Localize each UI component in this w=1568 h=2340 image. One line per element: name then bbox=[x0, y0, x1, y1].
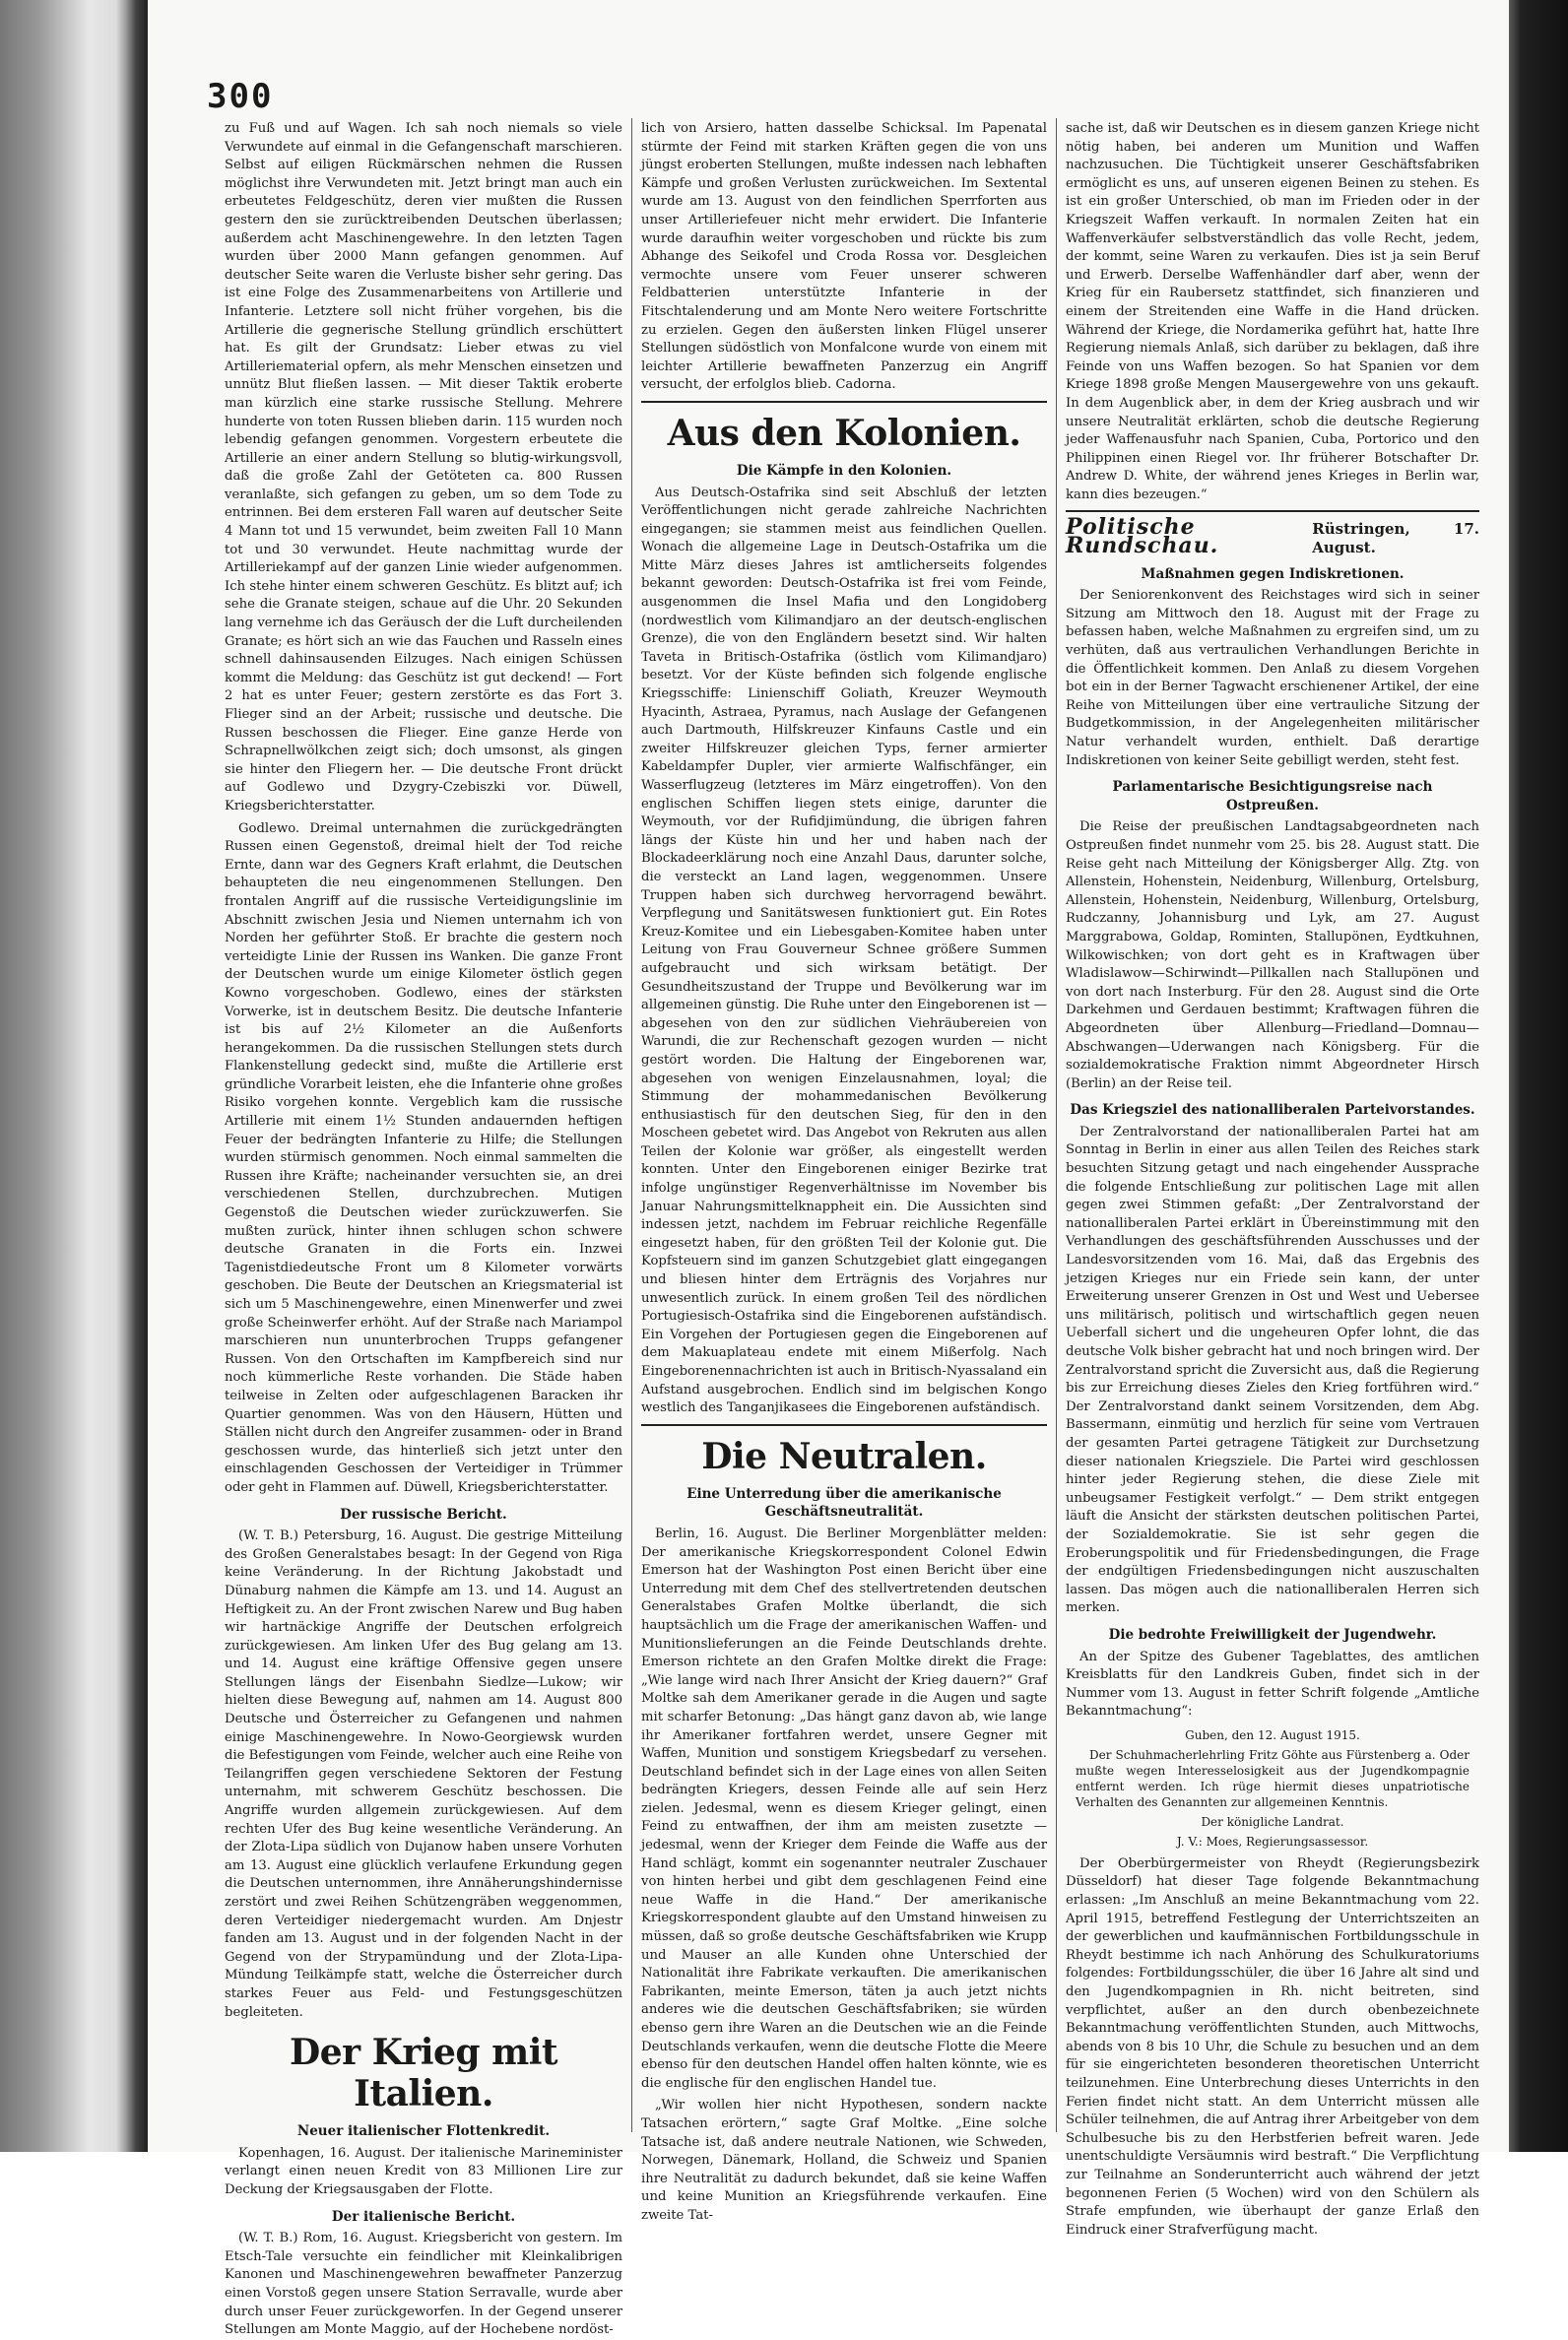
subheading: Die Kämpfe in den Kolonien. bbox=[736, 462, 952, 479]
subheading: Der italienische Bericht. bbox=[331, 2208, 516, 2225]
column-2 bbox=[641, 120, 1047, 2223]
article-paragraph: sache ist, daß wir Deutschen es in diesem ganzen Kriege nicht nötig haben, bei anderen um Munition und Waffen nachzusuchen. Die Tüchtigkeit unserer Geschäftsfabriken ermöglicht es uns, auf unseren eigenen Beinen zu stehen. Es ist ein großer Unterschied, ob man im Frieden oder in der Kriegszeit Waffen verkauft. In normalen Zeiten hat ein Waffenverkäufer selbstverständlich das volle Recht, jedem, der kommt, seine Waren zu verkaufen. Dies ist ja sein Beruf und Erwerb. Derselbe Waffenhändler darf aber, wenn der Krieg für ein Raubersetz stattfindet, sich finanzieren und einem der Streitenden eine Waffe in die Hand drücken. Während der Kriege, die Nordamerika geführt hat, hatte Ihre Regierung niemals Anlaß, sich darüber zu beklagen, daß ihre Feinde von uns Waffen bezogen. So hat Spanien vor dem Kriege 1898 große Mengen Mausergewehre von uns gekauft. In dem Augenblick aber, in dem der Krieg ausbrach und wir unsere Neutralität erklärten, schob die deutsche Regierung jeder Waffenausfuhr nach Spanien, Cuba, Portorico und den Philippinen einen Riegel vor. Ihr früherer Botschafter Dr. Andrew D. White, der während jenes Krieges in Berlin war, kann dies bezeugen.“ bbox=[1066, 121, 1479, 502]
separator bbox=[641, 1424, 1047, 1426]
notice-body: Der Schuhmacherlehrling Fritz Göhte aus Fürstenberg a. Oder mußte wegen Interesselosigkeit aus der Jugendkompagnie entfernt werden. Ich rüge hiermit dieses unpatriotische Verhalten des Genannten zur allgemeinen Kenntnis. bbox=[1076, 1747, 1470, 1809]
article-paragraph: Kopenhagen, 16. August. Der italienische Marineminister verlangt einen neuen Kredit von 83 Millionen Lire zur Deckung der Kriegsausgaben der Flotte. bbox=[225, 2145, 622, 2197]
column-rule bbox=[631, 118, 632, 2132]
subheading: Eine Unterredung über die amerikanische Geschäftsneutralität. bbox=[686, 1485, 1002, 1521]
subheading: Das Kriegsziel des nationalliberalen Parteivorstandes. bbox=[1070, 1102, 1475, 1119]
article-paragraph: zu Fuß und auf Wagen. Ich sah noch niemals so viele Verwundete auf einmal in die Gefangenschaft marschieren. Selbst auf eiligen Rückmärschen nehmen die Russen möglichst ihre Verwundeten mit. Jetzt bringt man auch ein erbeutetes Feldgeschütz, deren vier mußten die Russen gestern den sie zurücktreibenden Deutschen überlassen; außerdem acht Maschinengewehre. In den letzten Tagen wurden über 2000 Mann gefangen genommen. Auf deutscher Seite waren die Verluste bisher sehr gering. Das ist eine Folge des Zusammenarbeitens von Artillerie und Infanterie. Letztere soll nicht früher vorgehen, bis die Artillerie die gegnerische Stellung gründlich erschüttert hat. Es gilt der Grundsatz: Lieber etwas zu viel Artilleriematerial opfern, als mehr Menschen einsetzen und unnütz Blut fließen lassen. — Mit dieser Taktik eroberte man kürzlich eine starke russische Stellung. Mehrere hunderte von toten Russen blieben darin. 115 wurden noch lebendig gefangen genommen. Vorgestern erbeutete die Artillerie an einer andern Stellung so blutig-wirkungsvoll, daß die große Zahl der Getöteten ca. 800 Russen veranlaßte, sich gefangen zu geben, um so dem Tode zu entrinnen. Bei dem ersteren Fall waren auf deutscher Seite 4 Mann tot und 15 verwundet, beim zweiten Fall 10 Mann tot und 30 verwundet. Heute nachmittag wurde der Artilleriekampf auf der ganzen Linie wieder aufgenommen. Ich stehe hinter einem schweren Geschütz. Es blitzt auf; ich sehe die Granate steigen, schaue auf die Uhr. 20 Sekunden lang vernehme ich das Geräusch der die Luft durcheilenden Granate; es hört sich an wie das Fauchen und Rasseln eines schnell dahinsausenden Eilzuges. Nach einigen Schüssen kommt die Meldung: das Geschütz ist gut deckend! — Fort 2 hat es unter Feuer; gestern zerstörte es das Fort 3. Flieger sind an der Arbeit; russische und deutsche. Die Russen beschossen die Flieger. Eine ganze Herde von Schrapnellwölkchen zeigt sich; doch umsonst, als gingen sie hinter den Fliegern her. — Die deutsche Front drückt auf Godlewo und Dzygry-Czebiszki vor. Düwell, Kriegsberichterstatter. bbox=[225, 121, 622, 813]
official-notice bbox=[1076, 1727, 1470, 1850]
subheading: Die bedrohte Freiwilligkeit der Jugendwehr. bbox=[1108, 1626, 1437, 1643]
column-1 bbox=[225, 120, 622, 2338]
article-paragraph: (W. T. B.) Rom, 16. August. Kriegsbericht von gestern. Im Etsch-Tale versuchte ein feindlicher mit Kleinkalibrigen Kanonen und Maschinengewehren bewaffneter Panzerzug einen Vorstoß gegen unsere Station Serravalle, wurde aber durch unser Feuer zurückgeworfen. In der Gegend unserer Stellungen am Monte Maggio, auf der Hochebene nordöst- bbox=[225, 2231, 622, 2338]
subheading: Maßnahmen gegen Indiskretionen. bbox=[1141, 565, 1405, 582]
page-number: 300 bbox=[207, 77, 274, 116]
article-paragraph: lich von Arsiero, hatten dasselbe Schicksal. Im Papenatal stürmte der Feind mit starken Kräften gegen die von uns jüngst eroberten Stellungen, mußte indessen nach lebhaften Kämpfe und großen Verlusten zurückweichen. Im Sextental wurde am 13. August von den feindlichen Sperrforten aus unser Artilleriefeuer nicht mehr erwidert. Die Infanterie wurde daraufhin weiter vorgeschoben und rückte bis zum Abhange des Seikofel und Croda Rossa vor. Desgleichen vermochte unsere vom Feuer unserer schweren Feldbatterien unterstützte Infanterie in der Fitschtalenderung und am Monte Nero weitere Fortschritte zu erzielen. Gegen den äußersten linken Flügel unserer Stellungen südöstlich von Monfalcone wurde von einem mit leichter Artillerie bewaffneten Panzerzug ein Angriff versucht, der erfolglos blieb. Cadorna. bbox=[641, 121, 1047, 393]
subheading: Der russische Bericht. bbox=[340, 1506, 507, 1523]
subheading: Neuer italienischer Flottenkredit. bbox=[296, 2123, 551, 2140]
rundschau-dateline: Rüstringen, 17. August. bbox=[1312, 520, 1479, 557]
article-paragraph: Der Zentralvorstand der nationalliberalen Partei hat am Sonntag in Berlin in einer aus allen Teilen des Reiches stark besuchten Sitzung getagt und nach eingehender Aussprache die folgende Entschließung zur politischen Lage mit allen gegen zwei Stimmen gefaßt: „Der Zentralvorstand der nationalliberalen Partei erklärt in Übereinstimmung mit den Verhandlungen des geschäftsführenden Ausschusses und der Landesvorsitzenden vom 16. Mai, daß das Ergebnis des jetzigen Krieges nur ein Friede sein kann, der unter Erweiterung unserer Grenzen in Ost und West und Uebersee uns militärisch, politisch und wirtschaftlich gegen neuen Ueberfall sichert und die ungeheuren Opfer lohnt, die das deutsche Volk bisher gebracht hat und noch bringen wird. Der Zentralvorstand spricht die Zuversicht aus, daß die Regierung bis zur Erreichung dieses Zieles den Krieg fortführen wird.“ Der Zentralvorstand dankt seinem Vorsitzenden, dem Abg. Bassermann, einmütig und herzlich für seine vom Vertrauen der gesamten Partei getragene Tätigkeit zur Durchsetzung dieser nationalen Kriegsziele. Die Partei wird geschlossen hinter jeder Regierung stehen, die diese Ziele mit unbeugsamer Festigkeit verfolgt.“ — Dem strikt entgegen läuft die Ansicht der stärksten deutschen politischen Partei, der Sozialdemokratie. Sie ist sehr gegen die Eroberungspolitik und für Friedensbedingungen, die Frage der endgültigen Friedensbedingungen nicht auszuschalten lassen. Das mögen auch die nationalliberalen Herren sich merken. bbox=[1066, 1124, 1479, 1616]
section-heading-italien: Der Krieg mit Italien. bbox=[289, 2032, 558, 2115]
article-paragraph: An der Spitze des Gubener Tageblattes, des amtlichen Kreisblatts für den Landkreis Guben, findet sich in der Nummer vom 13. August in fetter Schrift folgende „Amtliche Bekanntmachung“: bbox=[1066, 1649, 1479, 1720]
rundschau-title: Politische Rundschau. bbox=[1066, 514, 1219, 559]
separator bbox=[641, 401, 1047, 403]
section-heading-neutralen: Die Neutralen. bbox=[701, 1435, 987, 1477]
article-paragraph: (W. T. B.) Petersburg, 16. August. Die gestrige Mitteilung des Großen Generalstabes besagt: In der Gegend von Riga keine Veränderung. In der Richtung Jakobstadt und Dünaburg nahmen die Kämpfe am 13. und 14. August an Heftigkeit zu. An der Front zwischen Narew und Bug haben wir hartnäckige Angriffe der Deutschen erfolgreich zurückgewiesen. Am linken Ufer des Bug gelang am 13. und 14. August eine kräftige Offensive gegen unsere Stellungen längs der Eisenbahn Siedlze—Lukow; wir hielten diese Bewegung auf, nahmen am 14. August 800 Deutsche und Österreicher zu Gefangenen und nahmen einige Maschinengewehre. In Nowo-Georgiewsk wurden die Befestigungen vom Feinde, welcher auch eine Reihe von Teilangriffen gegen verschiedene Sektoren der Festung unternahm, mit schwerem Geschütz beschossen. Die Angriffe wurden allgemein zurückgewiesen. Auf dem rechten Ufer des Bug keine wesentliche Veränderung. An der Zlota-Lipa südlich von Dujanow haben unsere Vorhuten am 13. August eine glücklich verlaufene Erkundung gegen die Deutschen unternommen, ihre Annäherungshindernisse zerstört und zwei Reihen Schützengräben weggenommen, deren Verteidiger niedergemacht wurden. Am Dnjestr fanden am 13. August und in der folgenden Nacht in der Gegend von der Strypamündung und der Zlota-Lipa-Mündung Teilkämpfe statt, welche die Österreicher durch starkes Feuer aus Feld- und Festungsgeschützen begleiteten. bbox=[225, 1528, 622, 2020]
article-paragraph: „Wir wollen hier nicht Hypothesen, sondern nackte Tatsachen erörtern,“ sagte Graf Moltke. „Eine solche Tatsache ist, daß andere neutrale Nationen, wie Schweden, Norwegen, Dänemark, Holland, die Schweiz und Spanien ihre Neutralität zu dadurch bekundet, daß sie keine Waffen und keine Munition an Kriegsführende verkaufen. Eine zweite Tat- bbox=[641, 2098, 1047, 2223]
binding-edge-left bbox=[0, 0, 148, 2152]
article-paragraph: Aus Deutsch-Ostafrika sind seit Abschluß der letzten Veröffentlichungen nicht gerade zahlreiche Nachrichten eingegangen; sie stammen meist aus feindlichen Quellen. Wonach die allgemeine Lage in Deutsch-Ostafrika um die Mitte März dieses Jahres ist amtlicherseits folgendes bekannt geworden: Deutsch-Ostafrika ist frei vom Feinde, ausgenommen die Insel Mafia und den Longidoberg (nordwestlich vom Kilimandjaro an der deutsch-englischen Grenze), die von den Engländern besetzt sind. Wir halten Taveta in Britisch-Ostafrika (östlich vom Kilimandjaro) besetzt. Vor der Küste befinden sich folgende englische Kriegsschiffe: Linienschiff Goliath, Kreuzer Weymouth Hyacinth, Astraea, Pyramus, nach Auslage der Gefangenen auch Dartmouth, Hilfskreuzer Kinfauns Castle und ein zweiter Hilfskreuzer gleichen Typs, ferner armierter Kabeldampfer Dupler, vier armierte Walfischfänger, ein Wasserflugzeug (letzteres im März eingetroffen). Von den englischen Schiffen liegen stets einige, darunter die Weymouth, vor der Rufidjimündung, die übrigen fahren längs der Küste hin und her und haben nach der Blockadeerklärung noch eine Anzahl Daus, darunter solche, die versteckt an Land lagen, weggenommen. Unsere Truppen haben sich durchweg hervorragend bewährt. Verpflegung und Sanitätswesen funktioniert gut. Ein Rotes Kreuz-Komitee und ein Liebesgaben-Komitee haben unter Leitung von Frau Gouverneur Schnee größere Summen aufgebraucht und sich wirksam betätigt. Der Gesundheitszustand der Truppe und Bevölkerung war im allgemeinen günstig. Die Ruhe unter den Eingeborenen ist — abgesehen von den zur südlichen Viehräubereien von Warundi, die zur Rechenschaft gezogen wurden — nicht gestört worden. Die Haltung der Eingeborenen war, abgesehen von wenigen Einzelausnahmen, loyal; die Stimmung der mohammedanischen Bevölkerung enthusiastisch für den deutschen Sieg, für den in den Moscheen gebetet wird. Das Angebot von Rekruten aus allen Teilen der Kolonie war größer, als eingestellt werden konnten. Unter den Eingeborenen einiger Bezirke trat infolge ungünstiger Regenverhältnisse im November bis Januar Nahrungsmittelknappheit ein. Die Aussichten sind indessen jetzt, nachdem im Februar reichliche Regenfälle eingesetzt haben, für den größten Teil der Kolonie gut. Die Kopfsteuern sind im ganzen Schutzgebiet glatt eingegangen und bliesen hinter dem Erträgnis des Vorjahres nur unwesentlich zurück. In einem großen Teil des nördlichen Portugiesisch-Ostafrika sind die Eingeborenen aufständisch. Ein Vorgehen der Portugiesen gegen die Eingeborenen auf dem Makuaplateau endete mit einem Mißerfolg. Nach Eingeborenennachrichten ist auch in Britisch-Nyassaland ein Aufstand ausgebrochen. Endlich sind im belgischen Kongo westlich des Tanganjikasees die Eingeborenen aufständisch. bbox=[641, 485, 1047, 1416]
article-paragraph: Der Oberbürgermeister von Rheydt (Regierungsbezirk Düsseldorf) hat dieser Tage folgende Bekanntmachung erlassen: „Im Anschluß an meine Bekanntmachung vom 22. April 1915, betreffend Festlegung der Unterrichtszeiten an der gewerblichen und kaufmännischen Fortbildungsschule in Rheydt bestimme ich nach Anhörung des Schulkuratoriums folgendes: Fortbildungsschüler, die über 16 Jahre alt sind und den Jugendkompagnien in Rh. nicht beitreten, sind verpflichtet, außer an den durch obenbezeichnete Bekanntmachung veröffentlichten Stunden, auch Mittwochs, abends von 8 bis 10 Uhr, die Schule zu besuchen und an dem für sie eingerichteten besonderen theoretischen Unterricht teilzunehmen. Eine Unterbrechung dieses Unterrichts in den Ferien findet nicht statt. An dem Unterricht müssen alle Schüler teilnehmen, die auf Antrag ihrer Arbeitgeber von dem Schulbesuche bis zu den Herbstferien befreit waren. Jede unentschuldigte Versäumnis wird bestraft.“ Die Verpflichtung zur Teilnahme an Sonderunterricht auch während der jetzt begonnenen Ferien (5 Wochen) wird von den Schülern als Strafe empfunden, wie überhaupt der ganze Erlaß den Eindruck einer Strafverfügung macht. bbox=[1066, 1855, 1479, 2238]
subheading: Parlamentarische Besichtigungsreise nach Ostpreußen. bbox=[1112, 779, 1433, 813]
separator bbox=[1066, 510, 1479, 512]
column-rule bbox=[1056, 118, 1057, 2132]
section-heading-kolonien: Aus den Kolonien. bbox=[667, 412, 1021, 454]
notice-signature: Der königliche Landrat. bbox=[1201, 1814, 1344, 1829]
article-paragraph: Godlewo. Dreimal unternahmen die zurückgedrängten Russen einen Gegenstoß, dreimal hielt der Tod reiche Ernte, dann war des Gegners Kraft erlahmt, die Deutschen behaupteten die neu eingenommenen Stellungen. Den frontalen Angriff auf die russische Verteidigungslinie im Abschnitt zwischen Jesia und Niemen unternahm ich von Norden her geführter Stoß. Er brachte die gestern noch verteidigte Linie der Russen ins Wanken. Die ganze Front der Deutschen wurde um einige Kilometer östlich gegen Kowno vorgeschoben. Godlewo, eines der stärksten Vorwerke, ist in deutschem Besitz. Die deutsche Infanterie ist bis auf 2½ Kilometer an die Außenforts herangekommen. Da die russischen Stellungen stets durch Flankenstellung gedeckt sind, mußte die Artillerie erst gründliche Vorarbeit leisten, ehe die Infanterie ohne großes Risiko vorgehen konnte. Vergeblich kam die russische Artillerie mit einem 1½ Stunden andauernden heftigen Feuer der bedrängten Infanterie zu Hilfe; die Stellungen wurden stürmisch genommen. Noch einmal sammelten die Russen ihre Kräfte; nacheinander versuchten sie, an drei verschiedenen Stellen, durchzubrechen. Mutigen Gegenstoß die Deutschen wieder zurückzuwerfen. Sie mußten zurück, hinter ihnen schlugen schon schwere deutsche Granaten in die Forts ein. Inzwei Tagenistdiedeutsche Front um 8 Kilometer vorwärts geschoben. Die Beute der Deutschen an Kriegsmaterial ist sich um 5 Maschinengewehre, einen Minenwerfer und zwei große Scheinwerfer erhöht. Auf der Straße nach Mariampol marschieren nun ununterbrochen Trupps gefangener Russen. Von den Ortschaften im Kampfbereich sind nur noch kümmerliche Reste vorhanden. Die Städe haben teilweise in Zelten oder aufgeschlagenen Baracken ihr Quartier genommen. Was von den Häusern, Hütten und Ställen nicht durch den Angreifer zusammen- oder in Brand geschossen wurde, das hinterließ sich jetzt unter den einschlagenden Geschossen der Verteidiger in Trümmer oder geht in Flammen auf. Düwell, Kriegsberichterstatter. bbox=[225, 820, 622, 1495]
binding-edge-right bbox=[1509, 0, 1568, 2152]
rundschau-header bbox=[1066, 514, 1479, 559]
notice-signature: J. V.: Moes, Regierungsassessor. bbox=[1176, 1834, 1369, 1849]
article-paragraph: Der Seniorenkonvent des Reichstages wird sich in seiner Sitzung am Mittwoch den 18. August mit der Frage zu befassen haben, welche Maßnahmen zu ergreifen sind, um zu verhüten, daß aus vertraulichen Verhandlungen Berichte in die Öffentlichkeit kommen. Den Anlaß zu diesem Vorgehen bot ein in der Berner Tagwacht erschienener Artikel, der eine Reihe von Mitteilungen über eine vertrauliche Sitzung der Budgetkommission, in der Angelegenheiten militärischer Natur verhandelt wurden, enthielt. Daß derartige Indiskretionen von keiner Seite gebilligt werden, steht fest. bbox=[1066, 588, 1479, 768]
notice-date: Guben, den 12. August 1915. bbox=[1185, 1727, 1360, 1742]
article-paragraph: Berlin, 16. August. Die Berliner Morgenblätter melden: Der amerikanische Kriegskorrespondent Colonel Edwin Emerson hat der Washington Post einen Bericht über eine Unterredung mit dem Chef des stellvertretenden deutschen Generalstabes Grafen Moltke überlandt, die sich hauptsächlich um die Frage der amerikanischen Waffen- und Munitionslieferungen an die Feinde Deutschlands drehte. Emerson richtete an den Grafen Moltke direkt die Frage: „Wie lange wird nach Ihrer Ansicht der Krieg dauern?“ Graf Moltke sah dem Amerikaner gerade in die Augen und sagte mit scharfer Betonung: „Das hängt ganz davon ab, wie lange ihr Amerikaner fortfahren werdet, unsere Gegner mit Waffen, Munition und sonstigem Kriegsbedarf zu versehen. Deutschland befindet sich in der Lage eines von allen Seiten bedrängten Kriegers, dessen Feinde alle auf sein Herz zielen. Jedesmal, wenn es diesem Krieger gelingt, einen Feind zu entwaffnen, der ihm am meisten zusetzte — jedesmal, wenn der Krieger dem Feinde die Waffe aus der Hand schlägt, kommt ein sogenannter neutraler Zuschauer von hinten herbei und gibt dem geschlagenen Feind eine neue Waffe in die Hand.“ Der amerikanische Kriegskorrespondent glaubte auf den Umstand hinweisen zu müssen, daß so große deutsche Geschäftsfabriken wie Krupp und Mauser an alle Kunden ohne Unterschied der Nationalität ihre Fabrikate verkauften. Die amerikanischen Fabrikanten, meinte Emerson, täten ja auch jetzt nichts anderes wie die deutschen Geschäftsfabriken; sie würden ebenso gern ihre Waren an die Deutschen wie an die Feinde Deutschlands verkaufen, wenn die deutsche Flotte die Meere ebenso für den deutschen Handel offen halten könnte, wie es die englische für den englischen Handel tue. bbox=[641, 1526, 1047, 2091]
article-paragraph: Die Reise der preußischen Landtagsabgeordneten nach Ostpreußen findet nunmehr vom 25. bis 28. August statt. Die Reise geht nach Mitteilung der Königsberger Allg. Ztg. von Allenstein, Hohenstein, Neidenburg, Willenburg, Ortelsburg, Allenstein, Hohenstein, Neidenburg, Willenburg, Ortelsburg, Rudczanny, Johannisburg und Lyk, am 27. August Marggrabowa, Goldap, Rominten, Stallupönen, Eydtkuhnen, Wilkowischken; von dort geht es in Kraftwagen über Wladislawow—Schirwindt—Pillkallen nach Stallupönen und von dort nach Insterburg. Für den 28. August sind die Orte Darkehmen und Gerdauen bestimmt; Kraftwagen führen die Abgeordneten über Allenburg—Friedland—Domnau—Abschwangen—Uderwangen nach Königsberg. Für die sozialdemokratische Fraktion nimmt Abgeordneter Hirsch (Berlin) an der Reise teil. bbox=[1066, 819, 1479, 1091]
column-3 bbox=[1066, 120, 1479, 2238]
